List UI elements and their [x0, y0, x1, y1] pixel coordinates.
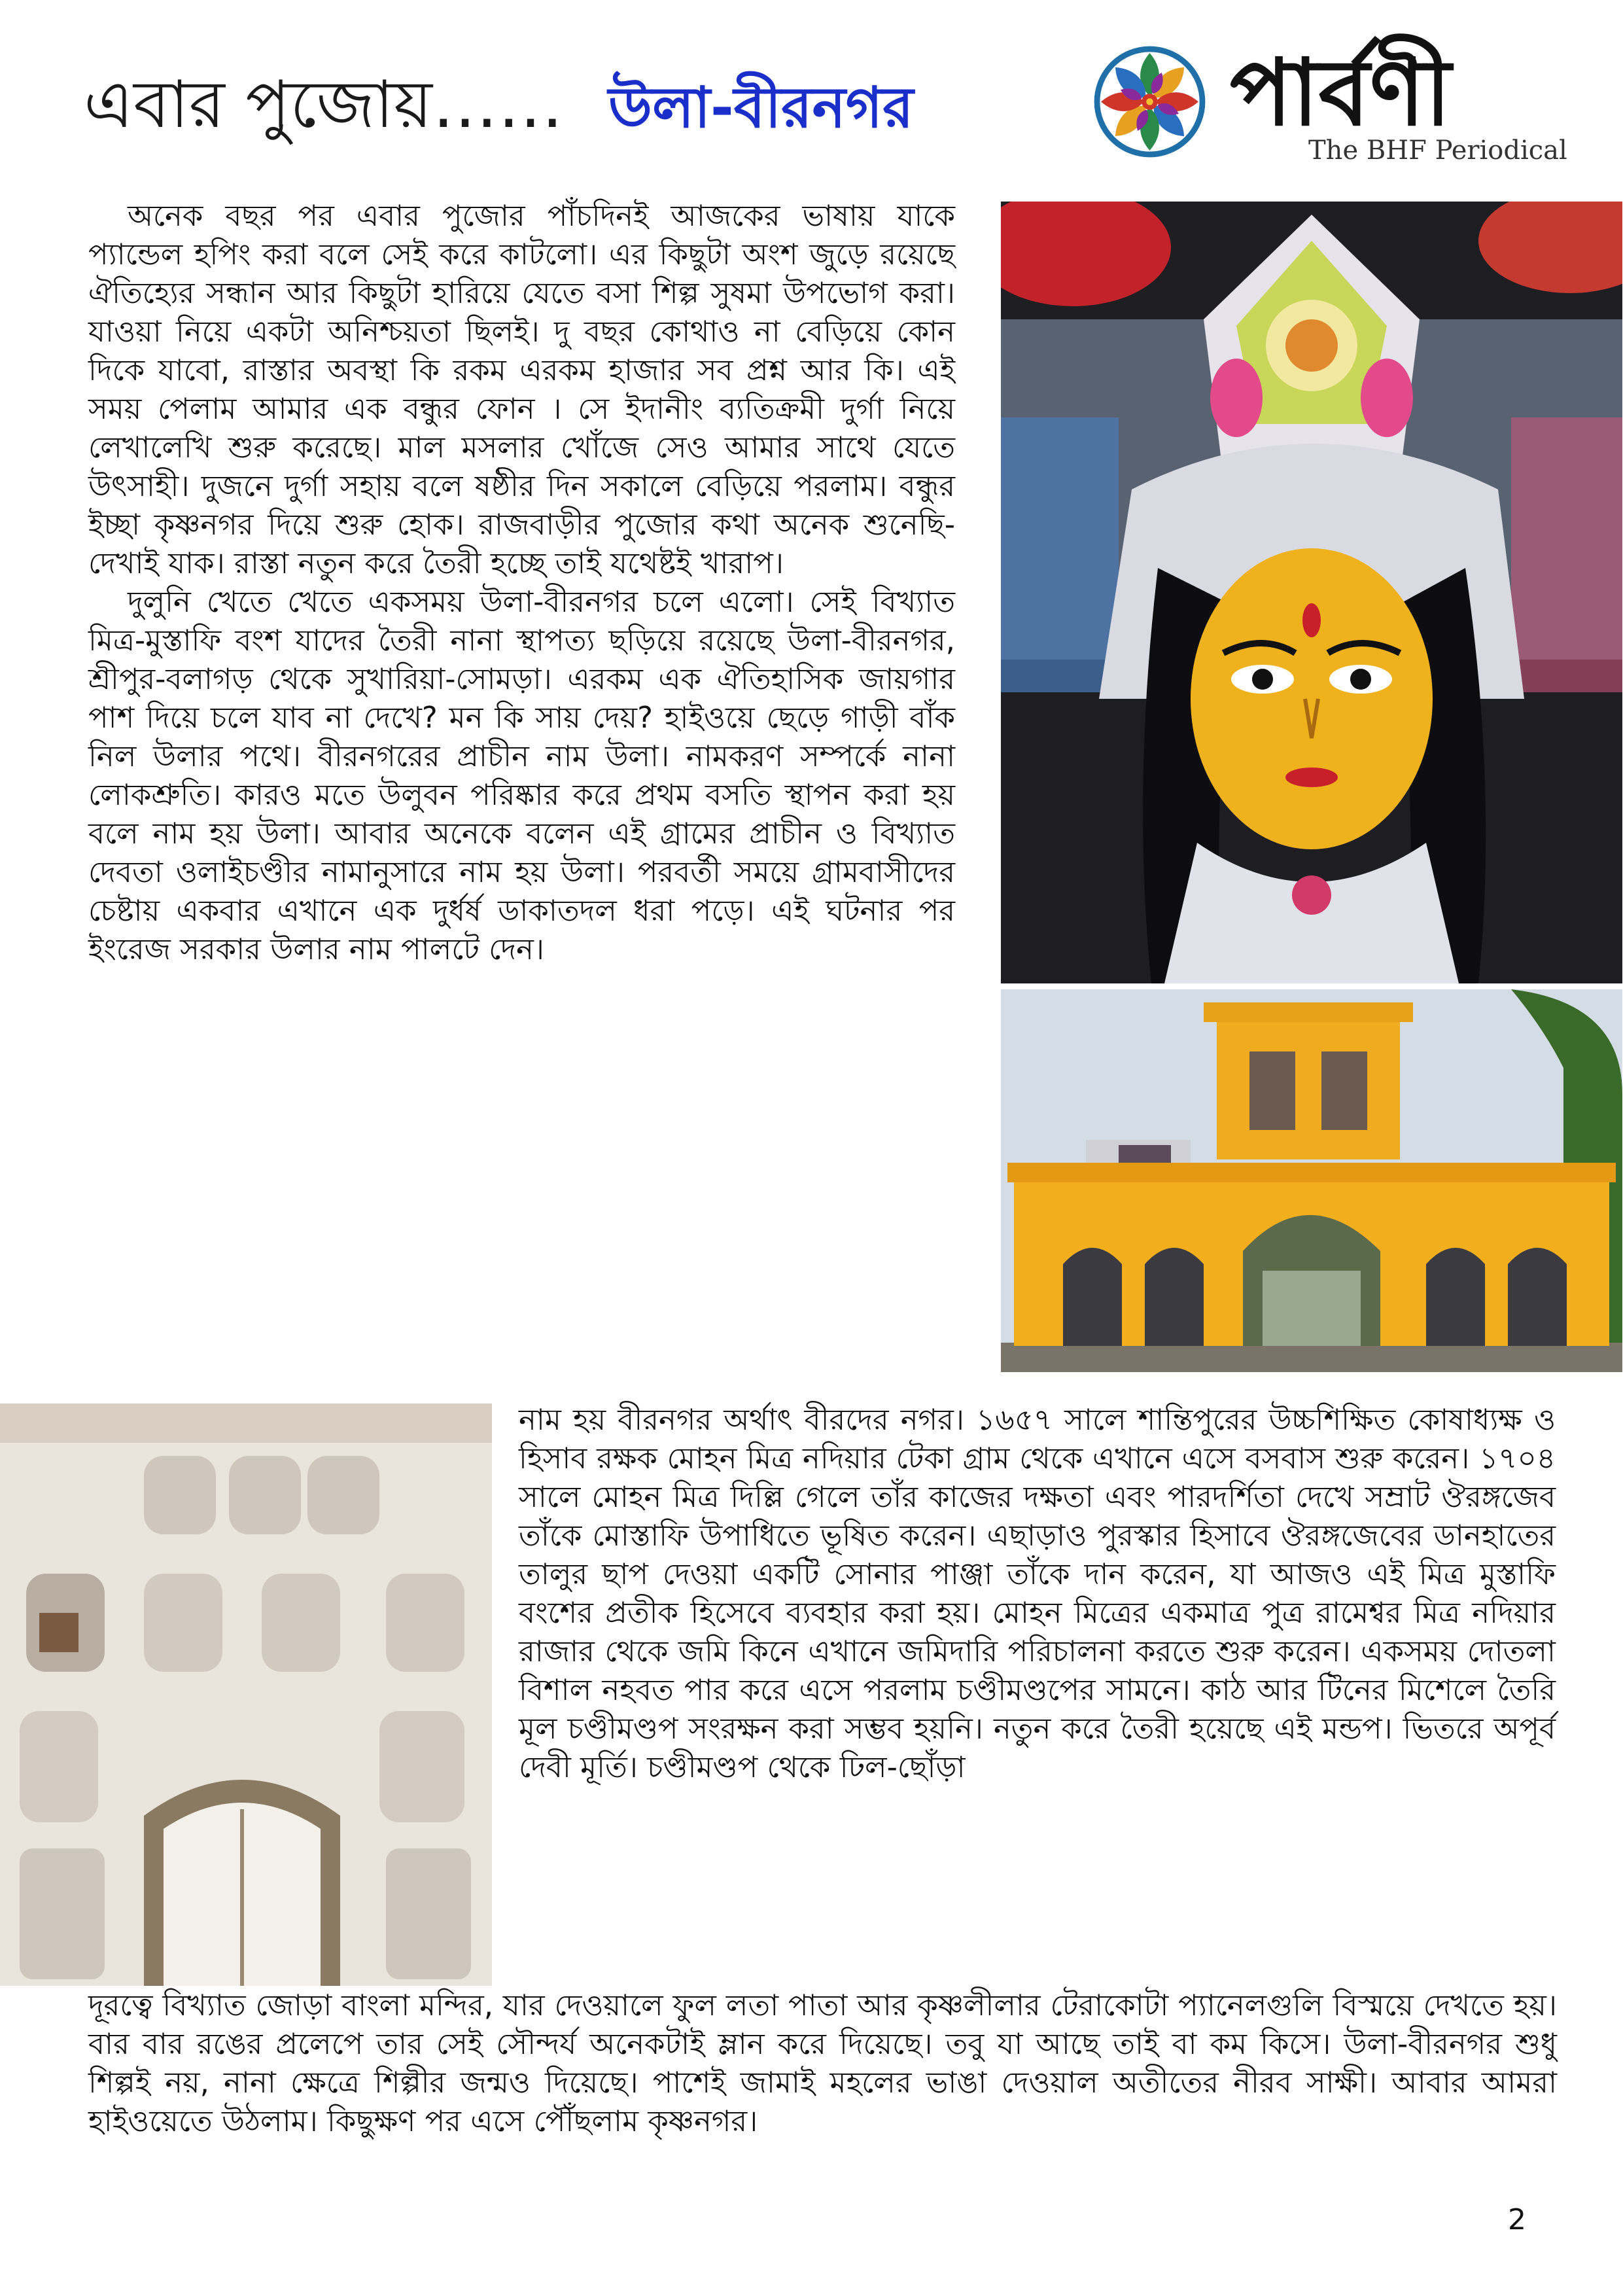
article-column-left [88, 196, 955, 968]
durga-idol-photo [1001, 202, 1622, 983]
page-number: 2 [1508, 2203, 1526, 2236]
temple-wall-photo [0, 1404, 492, 1986]
mandala-logo-icon [1092, 44, 1207, 159]
article-column-bottom [88, 1986, 1557, 2140]
periodical-name: পার্বণী [1230, 40, 1452, 147]
article-paragraph: দুলুনি খেতে খেতে একসময় উলা-বীরনগর চলে এলো। সেই বিখ্যাত মিত্র-মুস্তাফি বংশ যাদের তৈরী নানা স্থাপত্য ছড়িয়ে রয়েছে উলা-বীরনগর, শ্রীপুর-বলাগড় থেকে সুখারিয়া-সোমড়া। এরকম এক ঐতিহাসিক জায়গার পাশ দিয়ে চলে যাব না দেখে? মন কি সায় দেয়? হাইওয়ে ছেড়ে গাড়ী বাঁক নিল উলার পথে। বীরনগরের প্রাচীন নাম উলা। নামকরণ সম্পর্কে নানা লোকশ্রুতি। কারও মতে উলুবন পরিষ্কার করে প্রথম বসতি স্থাপন করা হয় বলে নাম হয় উলা। আবার অনেকে বলেন এই গ্রামের প্রাচীন ও বিখ্যাত দেবতা ওলাইচণ্ডীর নামানুসারে নাম হয় উলা। পরবর্তী সময়ে গ্রামবাসীদের চেষ্টায় একবার এখানে এক দুর্ধর্ষ ডাকাতদল ধরা পড়ে। এই ঘটনার পর ইংরেজ সরকার উলার নাম পালটে দেন। [88, 584, 955, 966]
article-paragraph: অনেক বছর পর এবার পুজোর পাঁচদিনই আজকের ভাষায় যাকে প্যান্ডেল হপিং করা বলে সেই করে কাটলো। এর কিছুটা অংশ জুড়ে রয়েছে ঐতিহ্যের সন্ধান আর কিছুটা হারিয়ে যেতে বসা শিল্প সুষমা উপভোগ করা। যাওয়া নিয়ে একটা অনিশ্চয়তা ছিলই। দু বছর কোথাও না বেড়িয়ে কোন দিকে যাবো, রাস্তার অবস্থা কি রকম এরকম হাজার সব প্রশ্ন আর কি। এই সময় পেলাম আমার এক বন্ধুর ফোন । সে ইদানীং ব্যতিক্রমী দুর্গা নিয়ে লেখালেখি শুরু করেছে। মাল মসলার খোঁজে সেও আমার সাথে যেতে উৎসাহী। দুজনে দুর্গা সহায় বলে ষষ্ঠীর দিন সকালে বেড়িয়ে পরলাম। বন্ধুর ইচ্ছা কৃষ্ণনগর দিয়ে শুরু হোক। রাজবাড়ীর পুজোর কথা অনেক শুনেছি- দেখাই যাক। রাস্তা নতুন করে তৈরী হচ্ছে তাই যথেষ্টই খারাপ। [88, 198, 955, 580]
article-place-title: উলা-বীরনগর [608, 75, 914, 141]
article-paragraph: দূরত্বে বিখ্যাত জোড়া বাংলা মন্দির, যার দেওয়ালে ফুল লতা পাতা আর কৃষ্ণলীলার টেরাকোটা প্যানেলগুলি বিস্ময়ে দেখতে হয়। বার বার রঙের প্রলেপে তার সেই সৌন্দর্য অনেকটাই ম্লান করে দিয়েছে। তবু যা আছে তাই বা কম কিসে। উলা-বীরনগর শুধু শিল্পই নয়, নানা ক্ষেত্রে শিল্পীর জন্মও দিয়েছে। পাশেই জামাই মহলের ভাঙা দেওয়াল অতীতের নীরব সাক্ষী। আবার আমরা হাইওয়েতে উঠলাম। কিছুক্ষণ পর এসে পৌঁছলাম কৃষ্ণনগর। [88, 1988, 1557, 2138]
article-title: এবার পুজোয়…… [84, 66, 563, 143]
nahabat-gate-photo [1001, 989, 1622, 1372]
article-column-right [519, 1400, 1556, 1786]
periodical-tagline: The BHF Periodical [1308, 135, 1567, 166]
article-paragraph: নাম হয় বীরনগর অর্থাৎ বীরদের নগর। ১৬৫৭ সালে শান্তিপুরের উচ্চশিক্ষিত কোষাধ্যক্ষ ও হিসাব রক্ষক মোহন মিত্র নদিয়ার টেকা গ্রাম থেকে এখানে এসে বসবাস শুরু করেন। ১৭০৪ সালে মোহন মিত্র দিল্লি গেলে তাঁর কাজের দক্ষতা এবং পারদর্শিতা দেখে সম্রাট ঔরঙ্গজেব তাঁকে মোস্তাফি উপাধিতে ভূষিত করেন। এছাড়াও পুরস্কার হিসাবে ঔরঙ্গজেবের ডানহাতের তালুর ছাপ দেওয়া একটি সোনার পাঞ্জা তাঁকে দান করেন, যা আজও এই মিত্র মুস্তাফি বংশের প্রতীক হিসেবে ব্যবহার করা হয়। মোহন মিত্রের একমাত্র পুত্র রামেশ্বর মিত্র নদিয়ার রাজার থেকে জমি কিনে এখানে জমিদারি পরিচালনা করতে শুরু করেন। একসময় দোতলা বিশাল নহবত পার করে এসে পরলাম চণ্ডীমণ্ডপের সামনে। কাঠ আর টিনের মিশেলে তৈরি মূল চণ্ডীমণ্ডপ সংরক্ষন করা সম্ভব হয়নি। নতুন করে তৈরী হয়েছে এই মন্ডপ। ভিতরে অপূর্ব দেবী মূর্তি। চণ্ডীমণ্ডপ থেকে ঢিল-ছোঁড়া [519, 1402, 1556, 1784]
